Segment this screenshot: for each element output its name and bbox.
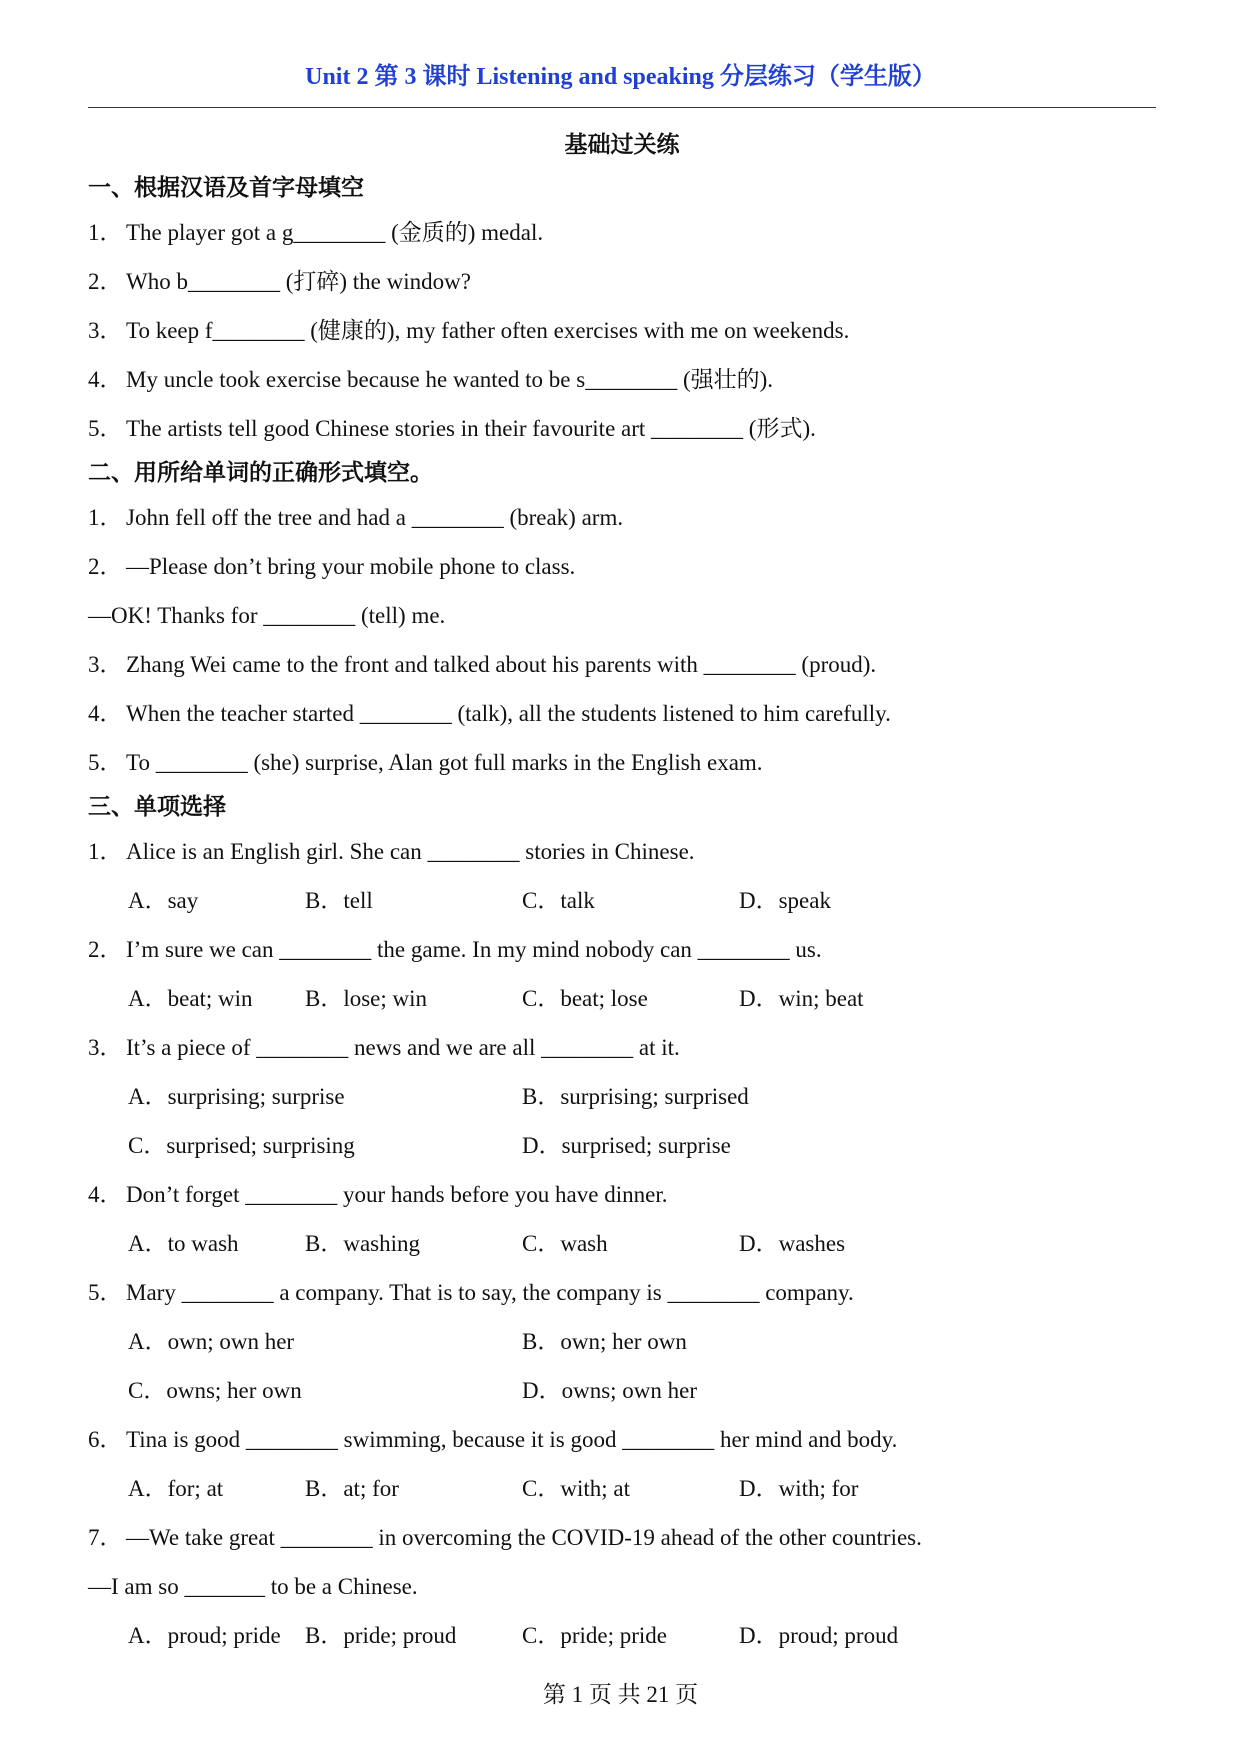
option-a: A．for; at [128, 1476, 224, 1501]
question-text: Who b________ (打碎) the window? [126, 269, 471, 294]
question-item [88, 542, 1156, 591]
option-c: C．surprised; surprising [128, 1133, 355, 1158]
question-number: 4． [88, 1182, 123, 1207]
question-number: 4． [88, 701, 123, 726]
option-c: C．owns; her own [128, 1378, 302, 1403]
option-a: A．own; own her [128, 1329, 295, 1354]
options-row [88, 1366, 1156, 1415]
question-item [88, 257, 1156, 306]
options-row [88, 1317, 1156, 1366]
question-number: 6． [88, 1427, 123, 1452]
question-text: To keep f________ (健康的), my father often exercises with me on weekends. [126, 318, 850, 343]
section-subtitle: 基础过关练 [564, 132, 680, 157]
option-c: C．beat; lose [522, 986, 648, 1011]
option-d: D．with; for [739, 1476, 859, 1501]
question-text: —Please don’t bring your mobile phone to class. [126, 554, 576, 579]
question-stem: Don’t forget ________ your hands before you have dinner. [126, 1182, 668, 1207]
choice-question [88, 925, 1156, 974]
option-b: B．washing [305, 1231, 420, 1256]
option-c: C．with; at [522, 1476, 630, 1501]
question-continuation: —OK! Thanks for ________ (tell) me. [88, 603, 446, 628]
question-number: 3． [88, 652, 123, 677]
question-number: 4． [88, 367, 123, 392]
option-d: D．proud; proud [739, 1623, 899, 1648]
option-a: A．surprising; surprise [128, 1084, 345, 1109]
choice-question [88, 1023, 1156, 1072]
option-b: B．lose; win [305, 986, 428, 1011]
question-stem: —We take great ________ in overcoming the COVID-19 ahead of the other countries. [126, 1525, 922, 1550]
option-d: D．speak [739, 888, 831, 913]
question-number: 1． [88, 505, 123, 530]
header-title: Unit 2 第 3 课时 Listening and speaking 分层练习（学生版） [305, 64, 936, 90]
question-text: When the teacher started ________ (talk), all the students listened to him carefully. [126, 701, 891, 726]
question-number: 2． [88, 937, 123, 962]
option-b: B．tell [305, 888, 373, 913]
option-d: D．surprised; surprise [522, 1133, 731, 1158]
options-row [88, 974, 1156, 1023]
options-row [88, 1072, 1156, 1121]
option-d: D．washes [739, 1231, 846, 1256]
worksheet-content [88, 122, 1156, 1660]
question-number: 1． [88, 220, 123, 245]
section-heading-1: 一、根据汉语及首字母填空 [88, 175, 364, 200]
question-stem: Alice is an English girl. She can ________ stories in Chinese. [126, 839, 695, 864]
question-item [88, 404, 1156, 453]
option-d: D．win; beat [739, 986, 864, 1011]
option-a: A．proud; pride [128, 1623, 281, 1648]
section-heading-2: 二、用所给单词的正确形式填空。 [88, 460, 433, 485]
question-item [88, 208, 1156, 257]
question-item [88, 689, 1156, 738]
question-number: 3． [88, 1035, 123, 1060]
choice-question [88, 1415, 1156, 1464]
option-a: A．to wash [128, 1231, 239, 1256]
option-a: A．say [128, 888, 199, 913]
option-b: B．pride; proud [305, 1623, 457, 1648]
question-number: 2． [88, 269, 123, 294]
option-c: C．talk [522, 888, 595, 913]
question-item [88, 306, 1156, 355]
options-row [88, 1464, 1156, 1513]
question-number: 3． [88, 318, 123, 343]
question-number: 7． [88, 1525, 123, 1550]
choice-question [88, 1170, 1156, 1219]
option-c: C．pride; pride [522, 1623, 667, 1648]
question-text: Zhang Wei came to the front and talked about his parents with ________ (proud). [126, 652, 877, 677]
option-b: B．surprising; surprised [522, 1084, 749, 1109]
choice-question [88, 1513, 1156, 1562]
options-row [88, 1121, 1156, 1170]
options-row [88, 1611, 1156, 1660]
question-stem: I’m sure we can ________ the game. In my mind nobody can ________ us. [126, 937, 822, 962]
options-row [88, 1219, 1156, 1268]
question-number: 2． [88, 554, 123, 579]
question-item [88, 738, 1156, 787]
question-stem: Tina is good ________ swimming, because it is good ________ her mind and body. [126, 1427, 898, 1452]
question-stem: Mary ________ a company. That is to say, the company is ________ company. [126, 1280, 854, 1305]
option-a: A．beat; win [128, 986, 253, 1011]
question-number: 5． [88, 1280, 123, 1305]
option-b: B．at; for [305, 1476, 399, 1501]
choice-question [88, 827, 1156, 876]
option-d: D．owns; own her [522, 1378, 698, 1403]
option-b: B．own; her own [522, 1329, 687, 1354]
question-text: To ________ (she) surprise, Alan got full marks in the English exam. [126, 750, 763, 775]
question-number: 5． [88, 750, 123, 775]
question-item [88, 640, 1156, 689]
options-row [88, 876, 1156, 925]
header-divider [88, 107, 1156, 108]
section-heading-3: 三、单项选择 [88, 794, 226, 819]
question-text: My uncle took exercise because he wanted to be s________ (强壮的). [126, 367, 774, 392]
question-stem: It’s a piece of ________ news and we are all ________ at it. [126, 1035, 680, 1060]
question-text: The player got a g________ (金质的) medal. [126, 220, 544, 245]
question-number: 1． [88, 839, 123, 864]
question-continuation: —I am so _______ to be a Chinese. [88, 1574, 418, 1599]
question-number: 5． [88, 416, 123, 441]
question-item [88, 493, 1156, 542]
question-text: John fell off the tree and had a ________ (break) arm. [126, 505, 624, 530]
choice-question [88, 1268, 1156, 1317]
option-c: C．wash [522, 1231, 608, 1256]
page-number: 第 1 页 共 21 页 [542, 1682, 699, 1707]
question-text: The artists tell good Chinese stories in their favourite art ________ (形式). [126, 416, 816, 441]
question-item [88, 355, 1156, 404]
